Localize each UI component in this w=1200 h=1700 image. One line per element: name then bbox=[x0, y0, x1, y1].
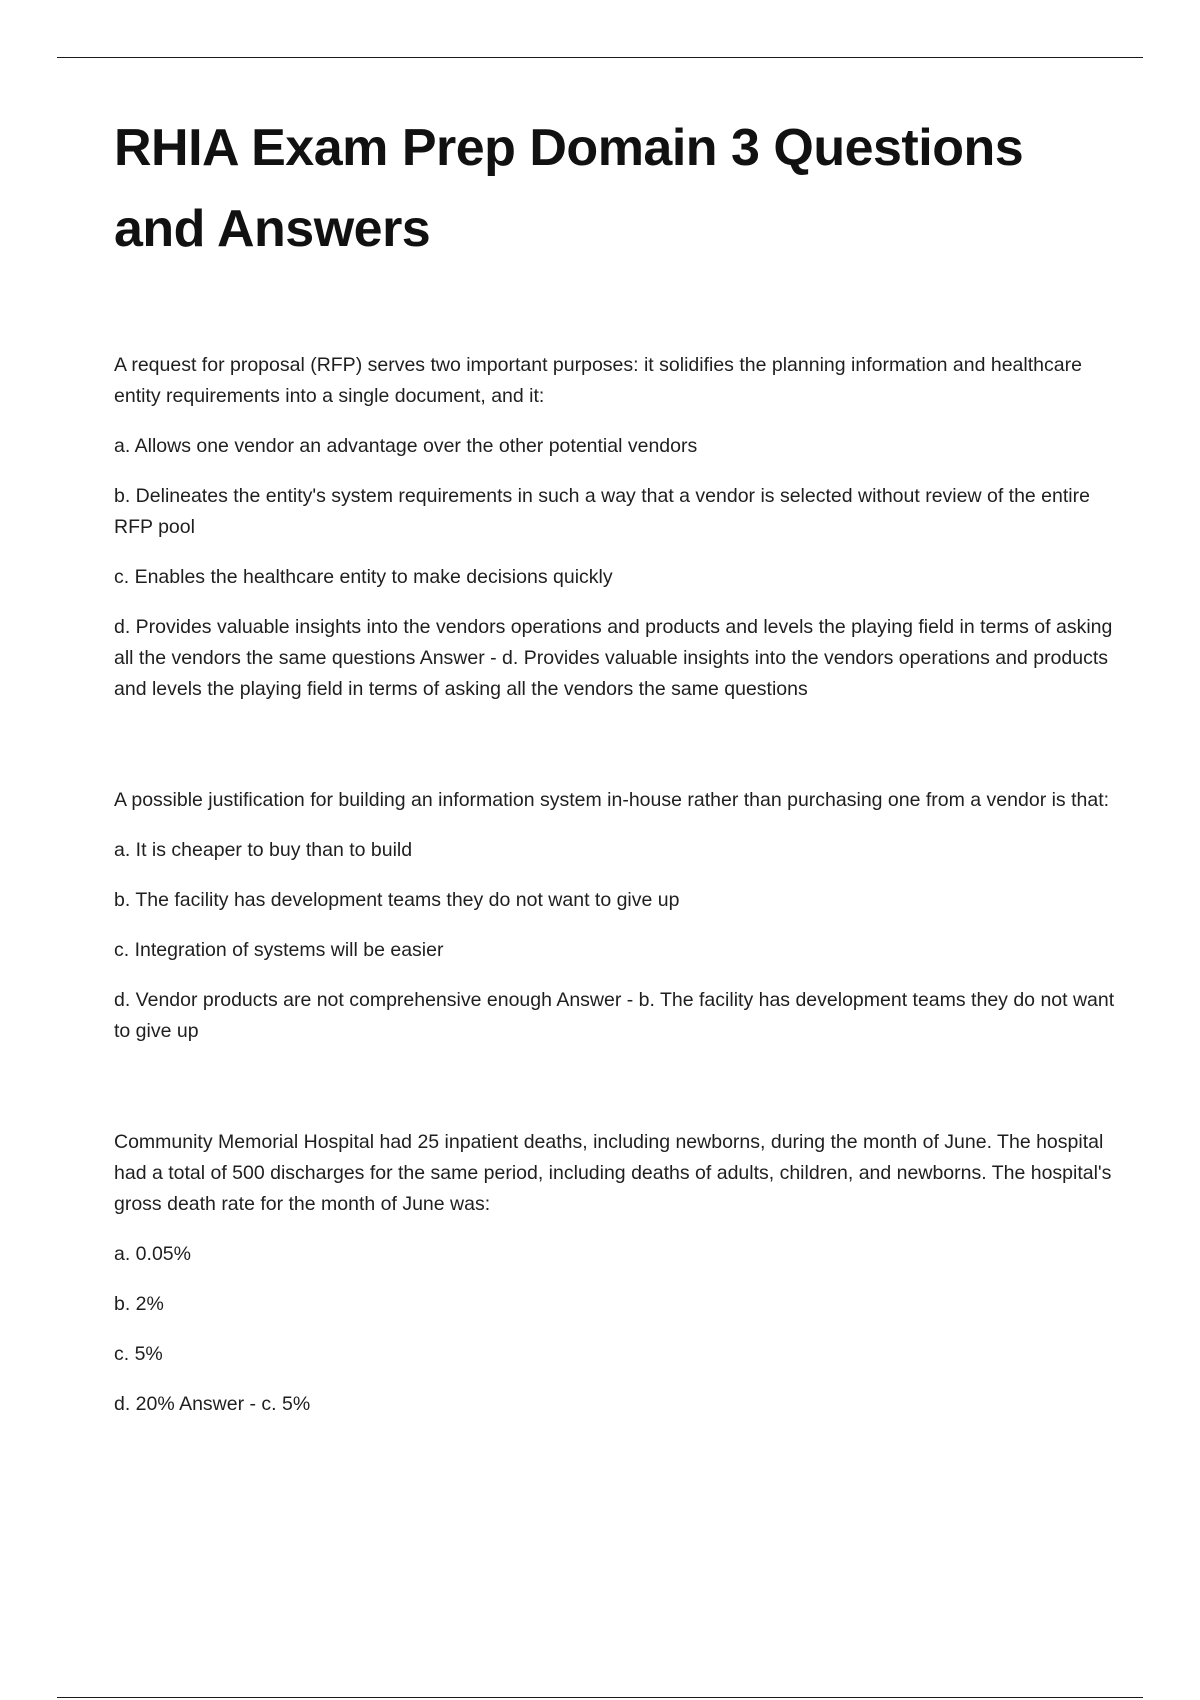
answer-option: b. The facility has development teams they do not want to give up bbox=[114, 889, 680, 911]
question-block bbox=[114, 1127, 1120, 1420]
answer-option-with-answer bbox=[114, 612, 1120, 705]
question-stem: A request for proposal (RFP) serves two important purposes: it solidifies the planning information and healthcare entity requirements into a single document, and it: bbox=[114, 354, 1082, 407]
answer-text: Answer - c. 5% bbox=[179, 1393, 311, 1415]
answer-option: c. 5% bbox=[114, 1343, 163, 1365]
option-text: d. 20% bbox=[114, 1393, 175, 1415]
document-body bbox=[114, 108, 1120, 1420]
top-rule bbox=[57, 57, 1143, 58]
question-stem: Community Memorial Hospital had 25 inpatient deaths, including newborns, during the month of June. The hospital had a total of 500 discharges for the same period, including deaths of adults, children, and newborns. The hospital's gross death rate for the month of June was: bbox=[114, 1131, 1112, 1215]
option-text: d. Vendor products are not comprehensive enough bbox=[114, 989, 552, 1011]
question-stem: A possible justification for building an information system in-house rather than purchasing one from a vendor is that: bbox=[114, 789, 1110, 811]
answer-option: c. Integration of systems will be easier bbox=[114, 939, 444, 961]
document-title: RHIA Exam Prep Domain 3 Questions and Answers bbox=[114, 119, 1024, 258]
question-block bbox=[114, 350, 1120, 705]
answer-option: b. Delineates the entity's system requirements in such a way that a vendor is selected without review of the entire RFP pool bbox=[114, 485, 1090, 538]
answer-option: a. It is cheaper to buy than to build bbox=[114, 839, 413, 861]
answer-text: Answer - d. Provides valuable insights into the vendors operations and products and levels the playing field in terms of asking all the vendors the same questions bbox=[114, 647, 1109, 700]
answer-option-with-answer bbox=[114, 1389, 1120, 1420]
answer-option: a. Allows one vendor an advantage over the other potential vendors bbox=[114, 435, 698, 457]
answer-option: b. 2% bbox=[114, 1293, 164, 1315]
answer-option: c. Enables the healthcare entity to make decisions quickly bbox=[114, 566, 613, 588]
answer-option: a. 0.05% bbox=[114, 1243, 191, 1265]
answer-text: Answer - b. The facility has development teams they do not want to give up bbox=[114, 989, 1115, 1042]
bottom-rule bbox=[57, 1697, 1143, 1698]
option-text: d. Provides valuable insights into the vendors operations and products and levels the playing field in terms of asking all the vendors the same questions bbox=[114, 616, 1113, 669]
answer-option-with-answer bbox=[114, 985, 1120, 1047]
question-block bbox=[114, 785, 1120, 1047]
